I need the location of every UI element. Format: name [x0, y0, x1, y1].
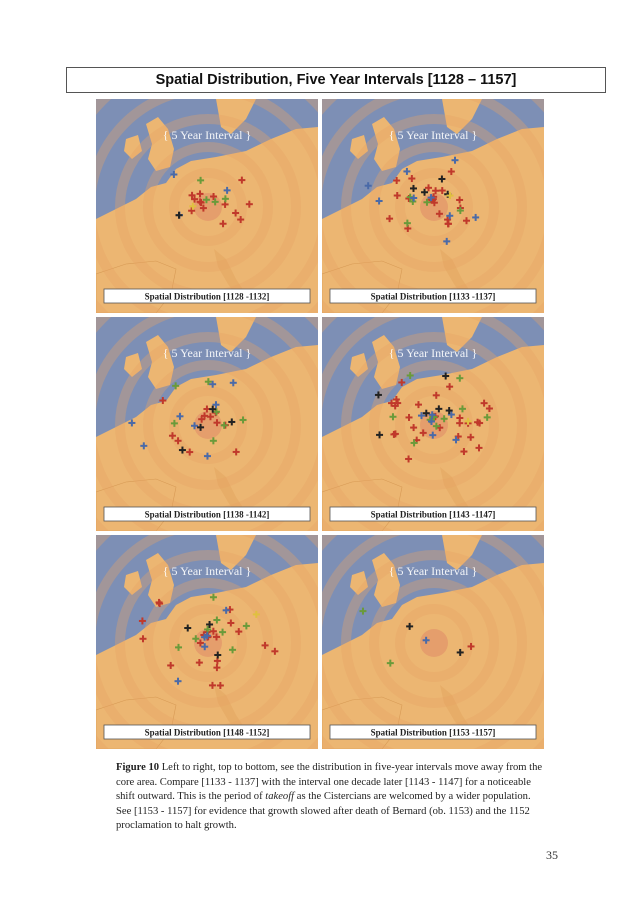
interval-label: { 5 Year Interval }	[162, 128, 252, 142]
figure-title: Spatial Distribution, Five Year Intervals [1128 – 1157]	[155, 72, 517, 88]
distribution-label: Spatial Distribution [1138 -1142]	[144, 509, 270, 520]
interval-label: { 5 Year Interval }	[162, 346, 252, 360]
map-panel-2	[322, 99, 544, 313]
map-grid	[96, 99, 544, 747]
figure-title-box	[66, 67, 606, 93]
interval-label: { 5 Year Interval }	[162, 564, 252, 578]
figure-label: Figure 10	[116, 762, 160, 773]
caption-text-2: as the Cistercians are welcomed by a wider population. See [1153 - 1157] for evidence that growth slowed after death of Bernard (ob. 1153) and the 1152 proclamation to halt growth.	[116, 791, 531, 831]
map-panel-6	[322, 535, 544, 749]
distribution-label: Spatial Distribution [1128 -1132]	[144, 291, 270, 302]
distribution-label: Spatial Distribution [1148 -1152]	[144, 727, 270, 738]
map-panel-1	[96, 99, 318, 313]
interval-label: { 5 Year Interval }	[388, 564, 478, 578]
map-panel-4	[322, 317, 544, 531]
figure-caption	[116, 761, 546, 834]
interval-label: { 5 Year Interval }	[388, 346, 478, 360]
interval-label: { 5 Year Interval }	[388, 128, 478, 142]
caption-emphasis: takeoff	[265, 791, 295, 802]
map-panel-5	[96, 535, 318, 749]
distribution-label: Spatial Distribution [1153 -1157]	[370, 727, 496, 738]
map-panel-3	[96, 317, 318, 531]
distribution-label: Spatial Distribution [1133 -1137]	[370, 291, 496, 302]
distribution-label: Spatial Distribution [1143 -1147]	[370, 509, 496, 520]
page-number: 35	[546, 848, 558, 862]
caption-text-1: Left to right, top to bottom, see the distribution in five-year intervals move away from the core area. Compare [1133 - 1137] with the interval one decade later [1143 - 1147] for a noticeable shift outward. This is the period of	[116, 762, 543, 802]
